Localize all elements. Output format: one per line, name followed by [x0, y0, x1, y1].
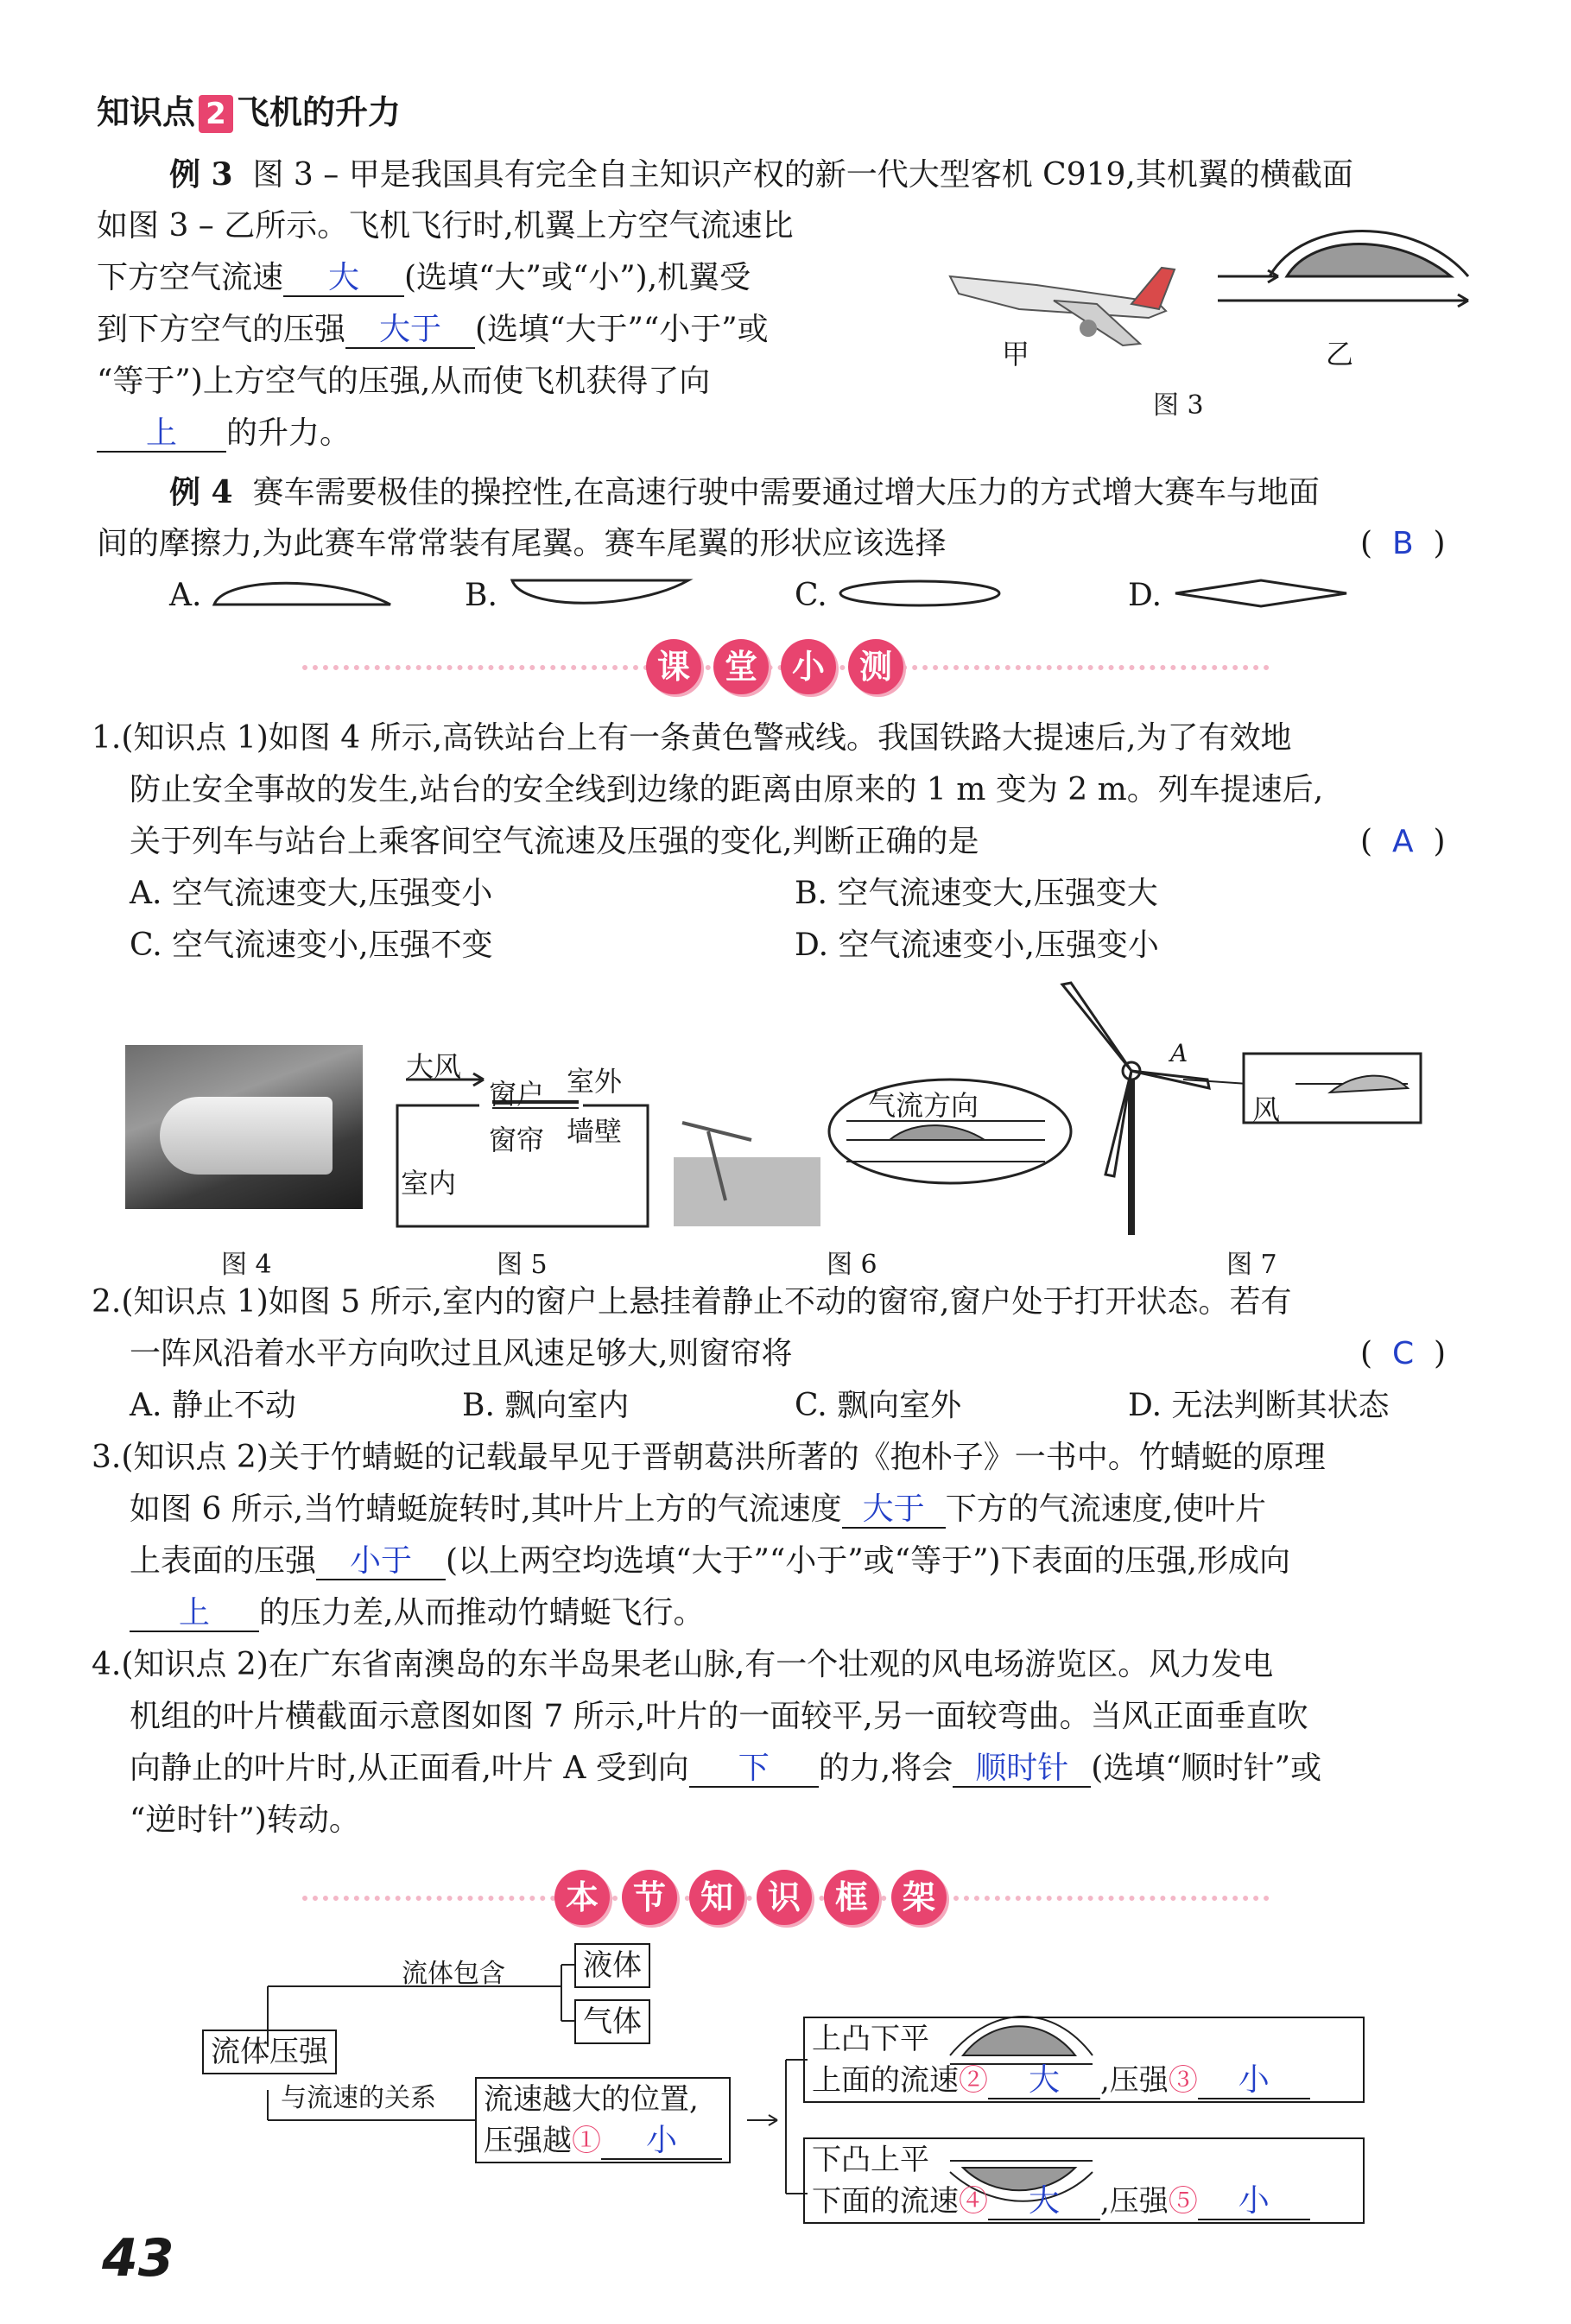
fig4-caption: 图 4 [221, 1250, 272, 1280]
fig5-curtain-label: 窗帘 [489, 1124, 545, 1156]
section-title-knowledge-framework: 本 节 知 识 框 架 [554, 1870, 947, 1925]
figure-4-train-photo [125, 1045, 363, 1209]
q2-option-c: C. 飘向室外 [795, 1388, 962, 1423]
page-number: 43 [102, 2228, 174, 2289]
fig7-wind-label: 风 [1252, 1093, 1281, 1126]
ex4-option-c-label: C. [795, 578, 827, 613]
framework-answer-1: 小 [601, 2124, 722, 2160]
wing-shape-b [505, 572, 695, 615]
ex3-line6: 上 的升力。 [97, 408, 351, 459]
ex4-answer-bracket: ( B ) [1360, 526, 1446, 561]
train-icon [160, 1097, 333, 1175]
framework-answer-5: 小 [1198, 2184, 1310, 2220]
q3-line1: 3.(知识点 2)关于竹蜻蜓的记载最早见于晋朝葛洪所著的《抱朴子》一书中。竹蜻蜓的原理 [92, 1440, 1326, 1475]
fig7-label-a: A [1170, 1039, 1188, 1067]
q2-option-d: D. 无法判断其状态 [1128, 1388, 1390, 1423]
ex4-answer: B [1391, 526, 1414, 561]
framework-branch-contains: 流体包含 [402, 1959, 505, 1989]
header-number-badge: 2 [199, 95, 233, 133]
q1-line1: 1.(知识点 1)如图 4 所示,高铁站台上有一条黄色警戒线。我国铁路大提速后,为了有效地 [92, 720, 1292, 756]
wing-cross-section-diagram [1218, 231, 1468, 307]
q1-line2: 防止安全事故的发生,站台的安全线到边缘的距离由原来的 1 m 变为 2 m。列车提速后, [130, 772, 1324, 807]
framework-answer-3: 小 [1198, 2063, 1310, 2099]
ex3-line5: “等于”)上方空气的压强,从而使飞机获得了向 [97, 364, 711, 399]
framework-gas: 气体 [574, 1999, 650, 2044]
q2-line2: 一阵风沿着水平方向吹过且风速足够大,则窗帘将 [130, 1336, 793, 1371]
fig6-caption: 图 6 [827, 1250, 877, 1280]
figure-3 [933, 207, 1485, 423]
q3-answer-3: 上 [130, 1596, 259, 1632]
fig3-label-b: 乙 [1326, 338, 1354, 370]
ex4-option-b-label: B. [465, 578, 497, 613]
q1-line3: 关于列车与站台上乘客间空气流速及压强的变化,判断正确的是 [130, 824, 979, 859]
q2-line1: 2.(知识点 1)如图 5 所示,室内的窗户上悬挂着静止不动的窗帘,窗户处于打开状态。若有 [92, 1284, 1292, 1320]
fig5-caption: 图 5 [497, 1250, 548, 1280]
framework-lower-box: 下凸上平 下面的流速④ 大 ,压强⑤ 小 [803, 2137, 1365, 2224]
figure-7-wind-turbine [1045, 976, 1434, 1252]
fig7-caption: 图 7 [1226, 1250, 1277, 1280]
ex3-answer-1: 大 [283, 261, 404, 297]
ex4-label: 例 4 [169, 474, 233, 510]
q3-answer-2: 小于 [316, 1544, 446, 1580]
q1-answer: A [1391, 824, 1414, 859]
q1-option-c: C. 空气流速变小,压强不变 [130, 928, 493, 963]
framework-answer-2: 大 [988, 2063, 1100, 2099]
ex4-option-d-label: D. [1128, 578, 1162, 613]
airplane-icon [950, 268, 1175, 345]
ex3-line3: 下方空气流速 大 (选填“大”或“小”),机翼受 [97, 260, 751, 295]
ex3-line4: 到下方空气的压强 大于 (选填“大于”“小于”或 [97, 312, 769, 347]
ex4-option-a-label: A. [169, 578, 202, 613]
section-title-classroom-test: 课 堂 小 测 [646, 639, 903, 694]
q4-answer-2: 顺时针 [953, 1751, 1091, 1788]
header-prefix: 知识点 [97, 92, 196, 131]
q3-line4: 上 的压力差,从而推动竹蜻蜓飞行。 [130, 1587, 704, 1639]
wing-shape-d [1170, 572, 1352, 615]
q3-line2: 如图 6 所示,当竹蜻蜓旋转时,其叶片上方的气流速度 大于 下方的气流速度,使叶片 [130, 1491, 1267, 1527]
wing-shape-c [833, 572, 1006, 615]
fig6-airflow-label: 气流方向 [868, 1089, 979, 1122]
q1-option-b: B. 空气流速变大,压强变大 [795, 876, 1158, 911]
header-title: 飞机的升力 [237, 92, 402, 131]
q1-answer-bracket: ( A ) [1360, 824, 1446, 859]
framework-branch-relation: 与流速的关系 [281, 2083, 436, 2113]
wing-shape-a [207, 572, 397, 615]
q4-line3: 向静止的叶片时,从正面看,叶片 A 受到向 下 的力,将会 顺时针 (选填“顺时针”或 [130, 1751, 1322, 1786]
q1-option-d: D. 空气流速变小,压强变小 [795, 928, 1159, 963]
q3-line3: 上表面的压强 小于 (以上两空均选填“大于”“小于”或“等于”)下表面的压强,形成向 [130, 1543, 1290, 1579]
fig5-wall-label: 墙壁 [567, 1115, 623, 1148]
ex3-label: 例 3 [169, 156, 233, 193]
q4-answer-1: 下 [689, 1751, 819, 1788]
fig5-wind-label: 大风 [406, 1050, 462, 1083]
q4-line1: 4.(知识点 2)在广东省南澳岛的东半岛果老山脉,有一个壮观的风电场游览区。风力发电 [92, 1647, 1274, 1682]
fig3-caption: 图 3 [1153, 390, 1204, 421]
ex3-answer-2: 大于 [345, 313, 475, 349]
section-header [97, 86, 401, 138]
ex3-answer-3: 上 [97, 416, 226, 453]
fig5-indoor-label: 室内 [401, 1167, 457, 1200]
ex4-line2: 间的摩擦力,为此赛车常常装有尾翼。赛车尾翼的形状应该选择 [97, 526, 947, 561]
framework-upper-box: 上凸下平 上面的流速② 大 ,压强③ 小 [803, 2017, 1365, 2103]
q1-option-a: A. 空气流速变大,压强变小 [130, 876, 493, 911]
framework-root: 流体压强 [202, 2030, 337, 2074]
ex4-line1: 例 4 赛车需要极佳的操控性,在高速行驶中需要通过增大压力的方式增大赛车与地面 [169, 474, 1320, 510]
q2-answer-bracket: ( C ) [1360, 1336, 1447, 1371]
q2-option-a: A. 静止不动 [130, 1388, 296, 1423]
fig3-label-a: 甲 [1002, 338, 1030, 370]
q3-answer-1: 大于 [842, 1492, 946, 1529]
hand-icon [674, 1157, 820, 1226]
q2-option-b: B. 飘向室内 [462, 1388, 630, 1423]
q4-line4: “逆时针”)转动。 [130, 1802, 360, 1838]
ex3-line1: 例 3 图 3 – 甲是我国具有完全自主知识产权的新一代大型客机 C919,其机翼的横截面 [169, 156, 1353, 193]
fig5-outdoor-label: 室外 [567, 1065, 623, 1098]
fig5-window-label: 窗户 [489, 1078, 545, 1111]
framework-mid-box: 流速越大的位置, 压强越① 小 [475, 2077, 731, 2163]
framework-liquid: 液体 [574, 1943, 650, 1988]
q2-answer: C [1391, 1336, 1415, 1371]
ex3-line2: 如图 3 – 乙所示。飞机飞行时,机翼上方空气流速比 [97, 208, 794, 244]
framework-answer-4: 大 [988, 2184, 1100, 2220]
q4-line2: 机组的叶片横截面示意图如图 7 所示,叶片的一面较平,另一面较弯曲。当风正面垂直吹 [130, 1699, 1308, 1734]
